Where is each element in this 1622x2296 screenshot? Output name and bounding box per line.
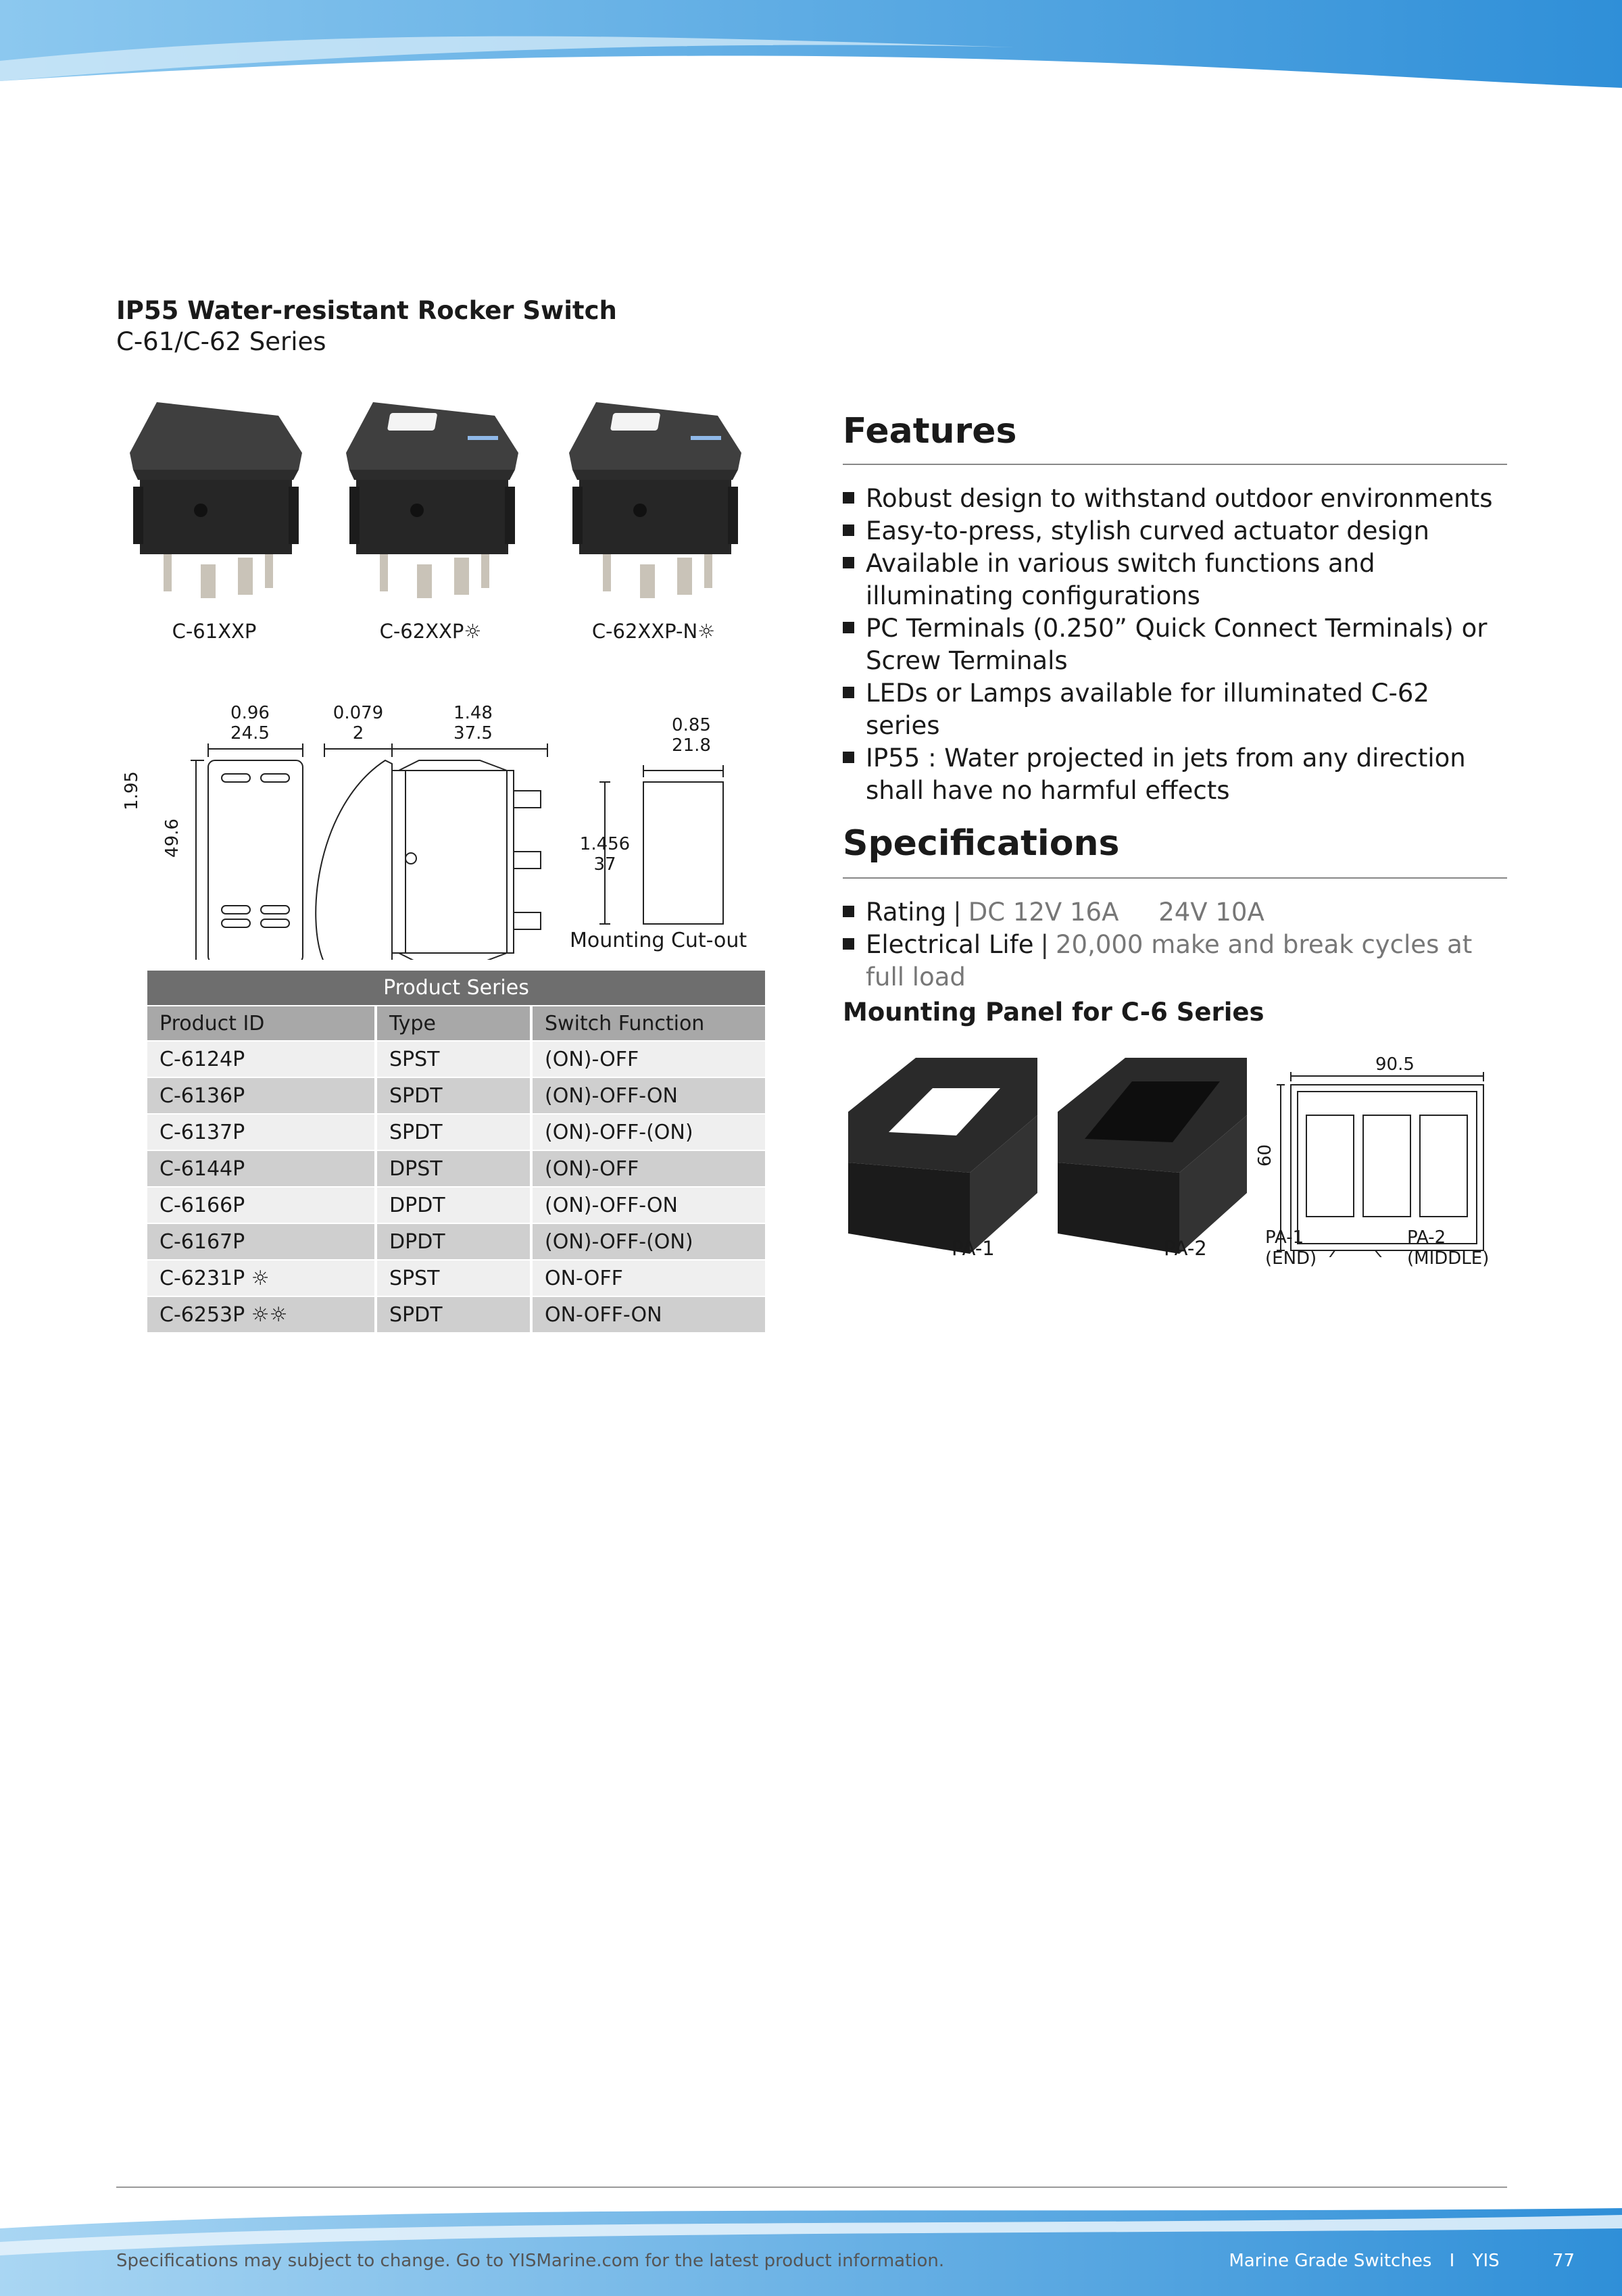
page-subtitle: C-61/C-62 Series [116,327,326,356]
life-value: 20,000 make and break cycles at full load [866,930,1473,992]
pa2-note: PA-2 [1407,1227,1446,1248]
product-label-3: C-62XXP-N☼ [591,620,716,643]
footer-brand: YIS [1472,2251,1500,2271]
product-label-2: C-62XXP☼ [379,620,482,643]
product-series-table [147,969,765,1334]
table-cell: C-6166P [147,1188,377,1223]
table-cell: DPDT [377,1188,533,1223]
height-mm: 49.6 [162,819,182,858]
table-header-cell: Type [377,1006,533,1040]
table-header-cell: Product ID [147,1006,377,1040]
table-cell: (ON)-OFF-(ON) [533,1115,765,1150]
table-cell: C-6136P [147,1078,377,1113]
specifications-heading: Specifications [843,823,1120,864]
table-cell: (ON)-OFF-ON [533,1078,765,1113]
bezel-in: 0.079 [333,703,384,723]
depth-mm: 37.5 [453,723,493,743]
feature-item: PC Terminals (0.250” Quick Connect Terminals) or Screw Terminals [843,612,1507,677]
table-cell: SPST [377,1261,533,1296]
footer-divider: I [1449,2251,1455,2271]
pa1-note-end: (END) [1265,1248,1317,1269]
table-cell: SPDT [377,1078,533,1113]
mounting-panel-drawing [1254,1054,1497,1257]
table-row [147,1151,765,1186]
table-row [147,1115,765,1150]
features-rule [843,464,1507,465]
table-cell: C-6167P [147,1224,377,1259]
features-list [843,483,1507,807]
product-image-2 [333,395,529,614]
table-cell: C-6137P [147,1115,377,1150]
table-row [147,1042,765,1077]
feature-item: IP55 : Water projected in jets from any direction shall have no harmful effects [843,742,1507,807]
cutout-width-mm: 21.8 [672,735,711,756]
table-row [147,1188,765,1223]
cutout-width-in: 0.85 [672,715,711,735]
cutout-label: Mounting Cut-out [570,929,747,952]
pa2-panel-image [1058,1058,1247,1254]
page-title: IP55 Water-resistant Rocker Switch [116,296,617,325]
pa1-note: PA-1 [1265,1227,1304,1248]
page-number: 77 [1552,2251,1575,2271]
spec-electrical-life: Electrical Life | 20,000 make and break cycles at full load [843,929,1507,994]
front-width-in: 0.96 [230,703,270,723]
spec-rating: Rating | DC 12V 16A 24V 10A [843,896,1507,929]
height-in: 1.95 [122,771,142,810]
depth-in: 1.48 [453,703,493,723]
mounting-panel-images [841,1051,1247,1261]
table-cell: (ON)-OFF [533,1042,765,1077]
bezel-mm: 2 [352,723,364,743]
table-row [147,1224,765,1259]
table-cell: ON-OFF-ON [533,1297,765,1332]
features-heading: Features [843,411,1017,451]
table-cell: (ON)-OFF-(ON) [533,1224,765,1259]
table-cell: DPDT [377,1224,533,1259]
mounting-panel-title: Mounting Panel for C-6 Series [843,998,1264,1027]
table-cell: ON-OFF [533,1261,765,1296]
cutout-height-in: 1.456 [579,834,631,854]
feature-item: LEDs or Lamps available for illuminated C-62 series [843,677,1507,742]
table-row [147,1078,765,1113]
table-body [147,1042,765,1332]
table-cell: SPST [377,1042,533,1077]
feature-item: Available in various switch functions and illuminating configurations [843,547,1507,612]
footer-right [1229,2251,1575,2271]
pa1-label: PA-1 [952,1237,995,1260]
footer-section: Marine Grade Switches [1229,2251,1432,2271]
life-label: Electrical Life [866,930,1034,959]
pa1-panel-image [848,1058,1037,1254]
specifications-list [843,896,1507,994]
product-image-1 [116,395,312,614]
table-row [147,1297,765,1332]
front-width-mm: 24.5 [230,723,270,743]
table-cell: SPDT [377,1297,533,1332]
pa2-note-middle: (MIDDLE) [1407,1248,1490,1269]
table-cell: C-6253P ☼☼ [147,1297,377,1332]
specifications-rule [843,877,1507,879]
pa2-label: PA-2 [1164,1237,1207,1260]
footer-rule [116,2187,1507,2188]
table-cell: (ON)-OFF [533,1151,765,1186]
table-cell: SPDT [377,1115,533,1150]
footer-disclaimer: Specifications may subject to change. Go to YISMarine.com for the latest product information. [116,2251,945,2271]
table-cell: C-6231P ☼ [147,1261,377,1296]
header-wave-band [0,0,1622,95]
panel-width-dim: 90.5 [1375,1054,1415,1075]
product-label-1: C-61XXP [172,620,257,643]
table-cell: DPST [377,1151,533,1186]
table-header-cell: Switch Function [533,1006,765,1040]
panel-height-dim: 60 [1255,1144,1275,1167]
table-header-row [147,1006,765,1040]
feature-item: Easy-to-press, stylish curved actuator design [843,515,1507,547]
table-cell: C-6144P [147,1151,377,1186]
table-cell: C-6124P [147,1042,377,1077]
feature-item: Robust design to withstand outdoor environments [843,483,1507,515]
cutout-height-mm: 37 [593,854,616,875]
rating-value: DC 12V 16A 24V 10A [968,898,1264,927]
table-row [147,1261,765,1296]
rating-label: Rating [866,898,947,927]
footer-wave-band [0,2201,1622,2296]
table-cell: (ON)-OFF-ON [533,1188,765,1223]
front-view-outline [208,760,303,960]
product-image-3 [556,395,752,614]
table-caption: Product Series [147,971,765,1005]
